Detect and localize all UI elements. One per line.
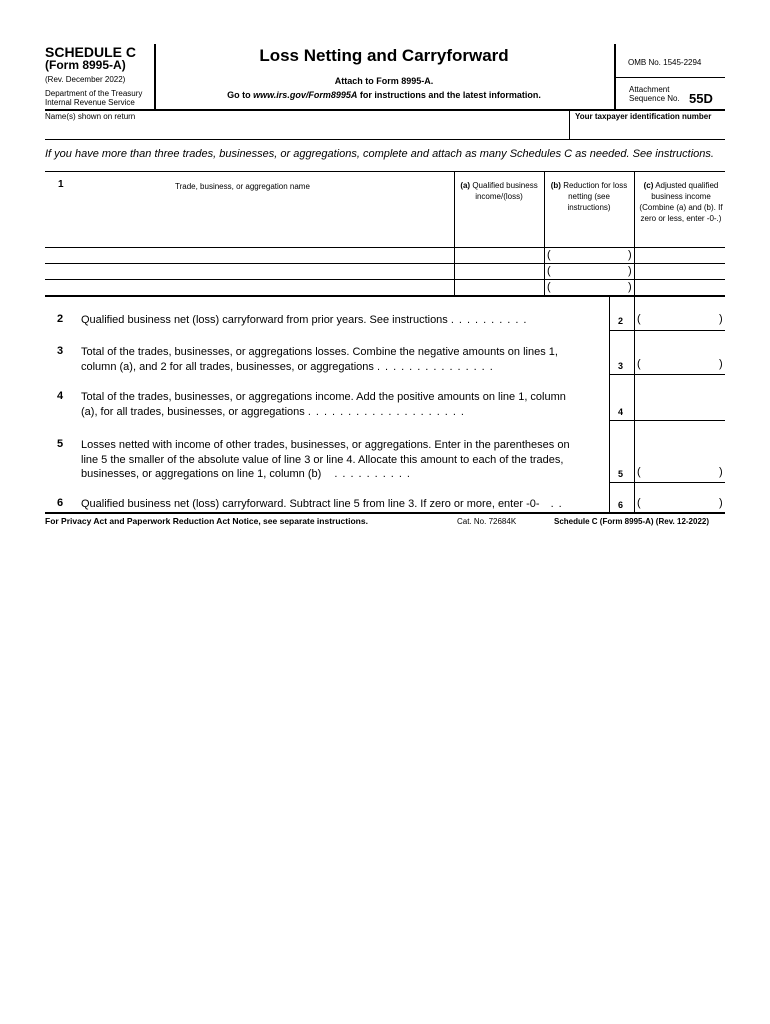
line4-text1: Total of the trades, businesses, or aggregations income. Add the positive amounts on line 1, column (81, 391, 566, 403)
catalog-number: Cat. No. 72684K (457, 517, 517, 526)
names-input[interactable] (45, 121, 565, 139)
line5-text2: line 5 the smaller of the absolute value of line 3 or line 4. Allocate this amount to each of the trades, (81, 454, 564, 466)
line3-text1: Total of the trades, businesses, or aggregations losses. Combine the negative amounts on lines 1, (81, 346, 558, 358)
tin-input[interactable] (571, 121, 725, 139)
line1-number: 1 (58, 179, 64, 190)
line6-number: 6 (57, 497, 64, 509)
attachment-label: Attachment (629, 85, 670, 94)
footer-form-id: Schedule C (Form 8995-A) (Rev. 12-2022) (554, 517, 710, 526)
paren-open: ( (547, 281, 551, 293)
revision-date: (Rev. December 2022) (45, 75, 126, 84)
paren-open: ( (637, 497, 641, 509)
line1-row3-col-b[interactable] (553, 280, 627, 295)
paren-close: ) (628, 265, 632, 277)
names-label: Name(s) shown on return (45, 112, 136, 121)
line4-amount[interactable] (636, 403, 725, 419)
paren-open: ( (547, 265, 551, 277)
paren-open: ( (637, 466, 641, 478)
sequence-label: Sequence No. (629, 94, 680, 103)
col-c-text: Adjusted qualified business income (Combine (a) and (b). If zero or less, enter -0-.) (639, 181, 723, 223)
instruction-text: If you have more than three trades, businesses, or aggregations, complete and attach as many Schedules C as needed. See instructions. (45, 148, 714, 160)
line1-row1-name[interactable] (45, 248, 453, 263)
line1-row2-col-b[interactable] (553, 264, 627, 279)
paren-open: ( (637, 358, 641, 370)
line2-number: 2 (57, 313, 64, 325)
line5-text (81, 466, 415, 482)
line1-row2-name[interactable] (45, 264, 453, 279)
line1-row1-col-a[interactable] (455, 248, 543, 263)
omb-number: OMB No. 1545-2294 (628, 58, 702, 67)
line5-label: businesses, or aggregations on line 1, column (b) (81, 468, 322, 480)
line1-row1-col-c[interactable] (635, 248, 725, 263)
line1-row3-name[interactable] (45, 280, 453, 295)
col-name-header: Trade, business, or aggregation name (175, 182, 310, 191)
leader-dots: .......... (334, 468, 415, 480)
line1-row2-col-a[interactable] (455, 264, 543, 279)
line6-box-number: 6 (618, 500, 624, 510)
col-a-header (458, 180, 540, 202)
col-b-text: Reduction for loss netting (see instructions) (560, 181, 628, 212)
department: Department of the Treasury (45, 89, 143, 98)
attach-instruction: Attach to Form 8995-A. (334, 76, 434, 86)
schedule-title: SCHEDULE C (45, 44, 137, 60)
line1-row3-col-a[interactable] (455, 280, 543, 295)
col-c-letter: (c) (643, 181, 654, 190)
paren-close: ) (719, 358, 723, 370)
line3-amount[interactable] (644, 358, 718, 374)
paren-open: ( (547, 249, 551, 261)
form-title: Loss Netting and Carryforward (259, 46, 509, 65)
col-b-letter: (b) (550, 181, 561, 190)
col-a-text: Qualified business income/(loss) (470, 181, 538, 201)
paren-close: ) (719, 497, 723, 509)
goto-instruction (154, 90, 614, 100)
paren-close: ) (628, 249, 632, 261)
col-b-header (548, 180, 630, 213)
line6-amount[interactable] (644, 497, 718, 511)
line4-label: (a), for all trades, businesses, or aggregations (81, 406, 305, 418)
line2-amount[interactable] (644, 313, 718, 329)
paren-open: ( (637, 313, 641, 325)
line3-number: 3 (57, 345, 64, 357)
col-a-letter: (a) (460, 181, 471, 190)
line2-box-number: 2 (618, 316, 624, 326)
line1-row3-col-c[interactable] (635, 280, 725, 295)
privacy-notice: For Privacy Act and Paperwork Reduction Act Notice, see separate instructions. (45, 516, 368, 526)
line5-number: 5 (57, 438, 64, 450)
goto-suffix: for instructions and the latest information. (357, 90, 541, 100)
goto-prefix: Go to (227, 90, 254, 100)
line4-text (81, 404, 469, 420)
line4-box-number: 4 (618, 407, 624, 417)
line6-label: Qualified business net (loss) carryforward. Subtract line 5 from line 3. If zero or more, enter -0- (81, 498, 540, 510)
form-number: (Form 8995-A) (45, 58, 126, 72)
line2-label: Qualified business net (loss) carryforward from prior years. See instructions (81, 314, 448, 326)
sequence-number: 55D (689, 91, 713, 106)
tin-label: Your taxpayer identification number (575, 112, 712, 121)
line1-row1-col-b[interactable] (553, 248, 627, 263)
paren-close: ) (719, 466, 723, 478)
leader-dots: .. (550, 498, 567, 510)
paren-close: ) (628, 281, 632, 293)
line4-number: 4 (57, 390, 64, 402)
line5-box-number: 5 (618, 469, 624, 479)
leader-dots: .......... (450, 314, 532, 326)
line5-text1: Losses netted with income of other trades, businesses, or aggregations. Enter in the parentheses on (81, 439, 570, 451)
line3-box-number: 3 (618, 361, 624, 371)
line6-text (81, 496, 567, 512)
goto-url[interactable]: www.irs.gov/Form8995A (253, 90, 358, 100)
line3-text (81, 359, 498, 375)
line3-label: column (a), and 2 for all trades, businesses, or aggregations (81, 361, 374, 373)
line2-text (81, 312, 531, 328)
paren-close: ) (719, 313, 723, 325)
leader-dots: .................... (307, 406, 469, 418)
line1-row2-col-c[interactable] (635, 264, 725, 279)
agency: Internal Revenue Service (45, 98, 135, 107)
leader-dots: ............... (376, 361, 498, 373)
col-c-header (636, 180, 726, 224)
line5-amount[interactable] (644, 466, 718, 482)
